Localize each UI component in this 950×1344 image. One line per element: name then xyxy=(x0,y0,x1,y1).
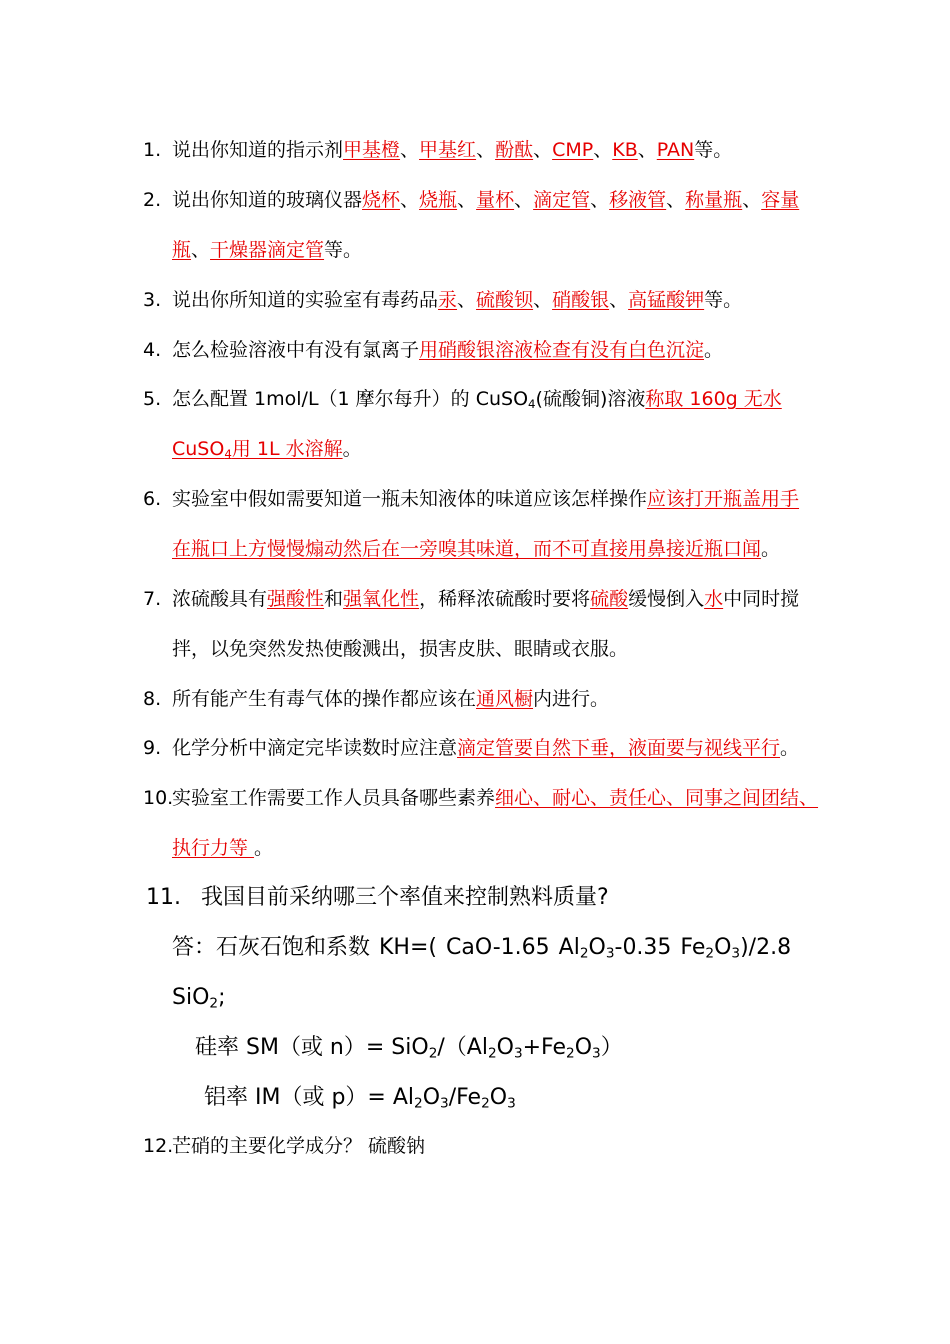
answer-text: 强酸性 xyxy=(267,588,325,610)
question-number: 5. xyxy=(143,388,162,410)
formula-part: O xyxy=(489,1085,508,1110)
formula-part: O xyxy=(714,935,732,960)
answer-text: 应该打开瓶盖用手 xyxy=(647,488,800,510)
question-line-2 xyxy=(172,436,362,462)
question-text: 实验室中假如需要知道一瓶未知液体的味道应该怎样操作 xyxy=(172,488,648,510)
question-number: 12. xyxy=(143,1135,174,1157)
question-tail: 。 xyxy=(780,737,800,759)
formula-part: ） xyxy=(600,1035,623,1060)
question-text: 说出你所知道的实验室有毒药品 xyxy=(172,289,439,311)
question-line xyxy=(172,686,609,712)
question-tail: 。 xyxy=(342,438,362,460)
answer-text: 甲基橙 xyxy=(343,139,401,161)
answer-text: 烧杯 xyxy=(362,189,401,211)
formula-part: 硅率 SM（或 n）= SiO xyxy=(195,1035,429,1060)
separator: 、 xyxy=(593,139,613,161)
answer-text: 酚酞 xyxy=(495,139,534,161)
question-number: 11. xyxy=(146,885,181,910)
question-number: 1. xyxy=(143,139,162,161)
question-line-2 xyxy=(172,835,273,861)
answer-part: 用 1L 水溶解 xyxy=(231,438,343,460)
question-text: 怎么配置 1mol/L（1 摩尔每升）的 CuSO xyxy=(172,388,529,410)
subscript: 3 xyxy=(605,945,615,962)
question-text: 说出你知道的玻璃仪器 xyxy=(172,189,363,211)
subscript: 2 xyxy=(487,1045,497,1062)
answer-text: 烧瓶 xyxy=(419,189,458,211)
separator: 、 xyxy=(590,189,610,211)
subscript: 3 xyxy=(507,1095,516,1112)
formula-part: -0.35 Fe xyxy=(614,935,706,960)
answer-text: 汞 xyxy=(438,289,458,311)
separator: 、 xyxy=(637,139,657,161)
answer-text: 用硝酸银溶液检查有没有白色沉淀 xyxy=(419,339,705,361)
subscript: 2 xyxy=(414,1095,423,1112)
subscript: 2 xyxy=(705,945,715,962)
subscript: 3 xyxy=(731,945,741,962)
question-tail: 。 xyxy=(704,339,724,361)
subscript: 4 xyxy=(528,396,536,411)
subscript: 3 xyxy=(440,1095,449,1112)
formula-part: O xyxy=(422,1085,441,1110)
answer-text: 在瓶口上方慢慢煽动然后在一旁嗅其味道，而不可直接用鼻接近瓶口闻 xyxy=(172,538,762,560)
separator: 、 xyxy=(533,289,553,311)
question-number: 6. xyxy=(143,488,162,510)
question-text: 中同时搅 xyxy=(723,588,800,610)
answer-text: PAN xyxy=(656,139,695,161)
answer-text: 称取 160g 无水 xyxy=(645,388,782,410)
question-number: 7. xyxy=(143,588,162,610)
question-line-2 xyxy=(172,237,362,263)
answer-text xyxy=(172,438,343,460)
formula-part: 铝率 IM（或 p）= Al xyxy=(204,1085,415,1110)
answer-text: 甲基红 xyxy=(419,139,477,161)
subscript: 3 xyxy=(592,1045,601,1062)
answer-text: 瓶 xyxy=(172,239,192,261)
question-number: 3. xyxy=(143,289,162,311)
answer-text: 硫酸 xyxy=(590,588,629,610)
question-line xyxy=(172,735,799,761)
question-text: ，稀释浓硫酸时要将 xyxy=(419,588,591,610)
answer-text: 执行力等 xyxy=(172,837,255,859)
question-tail: 等。 xyxy=(704,289,743,311)
answer-text: 水 xyxy=(704,588,724,610)
answer-text: 滴定管要自然下垂，液面要与视线平行 xyxy=(457,737,781,759)
kh-formula-line-2 xyxy=(172,983,226,1013)
separator: 、 xyxy=(457,289,477,311)
separator: 、 xyxy=(609,289,629,311)
question-line-2 xyxy=(172,536,780,562)
answer-text: 滴定管 xyxy=(533,189,591,211)
question-tail: 等。 xyxy=(694,139,733,161)
question-text: 怎么检验溶液中有没有氯离子 xyxy=(172,339,420,361)
subscript: 3 xyxy=(513,1045,523,1062)
formula-part: ; xyxy=(218,985,226,1010)
question-text: (硫酸铜)溶液 xyxy=(535,388,646,410)
sm-formula xyxy=(195,1033,623,1063)
formula-part: O xyxy=(588,935,606,960)
question-line xyxy=(172,337,723,363)
formula-part: )/2.8 xyxy=(740,935,792,960)
answer-text: 硝酸银 xyxy=(552,289,610,311)
separator: 、 xyxy=(400,139,420,161)
separator: 、 xyxy=(666,189,686,211)
question-tail: 内进行。 xyxy=(533,688,610,710)
answer-text: 干燥器滴定管 xyxy=(210,239,325,261)
question-text: 实验室工作需要工作人员具备哪些素养 xyxy=(172,787,496,809)
answer-text: 细心、耐心、责任心、同事之间团结、 xyxy=(495,787,819,809)
subscript: 2 xyxy=(428,1045,438,1062)
formula: CuSO xyxy=(172,438,225,460)
question-number: 9. xyxy=(143,737,162,759)
formula-part: O xyxy=(574,1035,593,1060)
separator: 、 xyxy=(742,189,762,211)
question-line xyxy=(172,386,782,412)
question-number: 8. xyxy=(143,688,162,710)
formula-part: /Fe xyxy=(448,1085,482,1110)
question-text: 浓硫酸具有 xyxy=(172,588,268,610)
question-number: 4. xyxy=(143,339,162,361)
question-line-2: 拌，以免突然发热使酸溅出，损害皮肤、眼睛或衣服。 xyxy=(172,638,629,660)
question-line xyxy=(172,187,799,213)
answer-text: 容量 xyxy=(761,189,800,211)
answer-text: 通风橱 xyxy=(476,688,534,710)
subscript: 4 xyxy=(224,446,232,461)
formula-part: SiO xyxy=(172,985,210,1010)
answer-text: 量杯 xyxy=(476,189,515,211)
answer-text: 移液管 xyxy=(609,189,667,211)
answer-text: KB xyxy=(612,139,638,161)
question-text: 缓慢倒入 xyxy=(628,588,705,610)
question-line xyxy=(172,287,742,313)
subscript: 2 xyxy=(209,995,219,1012)
answer-text: 硫酸钡 xyxy=(476,289,534,311)
formula-part: /（Al xyxy=(437,1035,488,1060)
question-text: 所有能产生有毒气体的操作都应该在 xyxy=(172,688,477,710)
question-number: 2. xyxy=(143,189,162,211)
answer-text: 高锰酸钾 xyxy=(628,289,705,311)
subscript: 2 xyxy=(566,1045,575,1062)
kh-formula xyxy=(172,933,791,963)
question-line xyxy=(172,785,818,811)
question-line xyxy=(172,586,799,612)
question-text: 化学分析中滴定完毕读数时应注意 xyxy=(172,737,458,759)
question-number: 10. xyxy=(143,787,174,809)
separator: 、 xyxy=(514,189,534,211)
question-tail: 等。 xyxy=(324,239,363,261)
formula-part: O xyxy=(496,1035,514,1060)
subscript: 2 xyxy=(579,945,589,962)
separator: 、 xyxy=(457,189,477,211)
separator: 、 xyxy=(476,139,496,161)
im-formula xyxy=(204,1083,516,1113)
question-text: 芒硝的主要化学成分？ 硫酸钠 xyxy=(172,1135,426,1157)
formula-part: 答：石灰石饱和系数 KH=( CaO-1.65 Al xyxy=(172,935,580,960)
separator: 、 xyxy=(191,239,211,261)
subscript: 2 xyxy=(481,1095,490,1112)
question-text: 和 xyxy=(324,588,344,610)
question-text: 我国目前采纳哪三个率值来控制熟料质量? xyxy=(201,885,609,910)
question-tail: 。 xyxy=(254,837,274,859)
separator: 、 xyxy=(533,139,553,161)
formula-part: +Fe xyxy=(522,1035,567,1060)
question-tail: 。 xyxy=(761,538,781,560)
answer-text: 称量瓶 xyxy=(685,189,743,211)
question-text: 说出你知道的指示剂 xyxy=(172,139,344,161)
separator: 、 xyxy=(400,189,420,211)
question-line xyxy=(172,486,799,512)
answer-text: CMP xyxy=(552,139,594,161)
answer-text: 强氧化性 xyxy=(343,588,420,610)
question-line xyxy=(172,137,732,163)
